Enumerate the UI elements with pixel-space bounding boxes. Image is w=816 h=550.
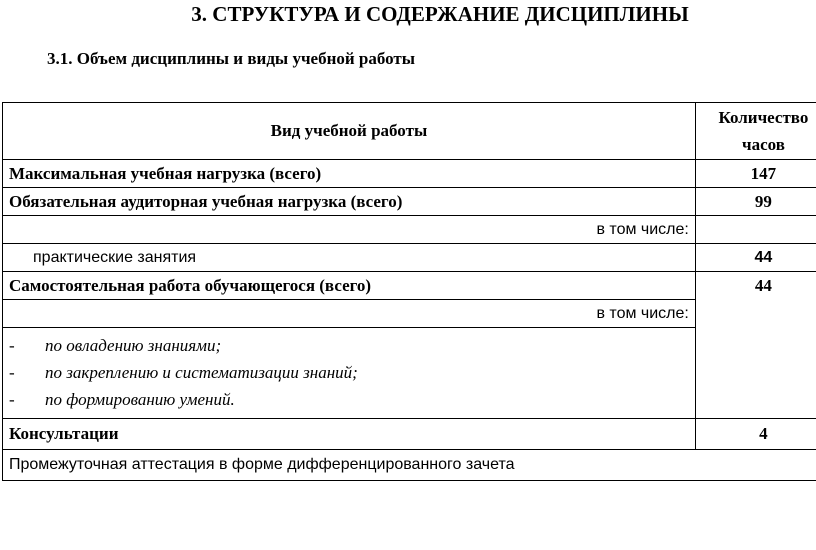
table-row [3,450,816,481]
row-including-hours [695,216,816,244]
list-dash: - [9,390,15,409]
row-including-label: в том числе: [3,216,696,244]
row-max-load-hours: 147 [695,160,816,188]
row-independent-breakdown [3,328,696,419]
independent-hours-value: 44 [754,276,772,295]
list-text: по формированию умений. [45,390,235,409]
list-text: по овладению знаниями; [45,336,222,355]
subsection-title: 3.1. Объем дисциплины и виды учебной работы [47,49,416,68]
table-row [3,188,816,216]
list-item [9,332,695,359]
row-consultations-label: Консультации [3,419,696,450]
list-item [9,386,695,413]
row-practical-label: практические занятия [3,244,696,272]
header-hours [695,103,816,160]
table-row [3,272,816,300]
list-dash: - [9,336,15,355]
table-row [3,328,816,419]
row-max-load-label: Максимальная учебная нагрузка (всего) [3,160,696,188]
table-row [3,160,816,188]
table-row [3,244,816,272]
row-independent-hours [695,272,816,419]
row-attestation: Промежуточная аттестация в форме дифференцированного зачета [3,450,816,481]
table-row [3,300,816,328]
row-independent-label: Самостоятельная работа обучающегося (всего) [3,272,696,300]
row-including-2-label: в том числе: [3,300,696,328]
table-row [3,419,816,450]
workload-table-container [2,102,816,482]
row-mandatory-hours: 99 [695,188,816,216]
row-consultations-hours: 4 [695,419,816,450]
section-title: 3. СТРУКТУРА И СОДЕРЖАНИЕ ДИСЦИПЛИНЫ [191,2,689,26]
list-dash: - [9,363,15,382]
header-hours-line2: часов [741,135,785,154]
table-row [3,216,816,244]
header-work-type: Вид учебной работы [3,103,696,160]
workload-table [2,102,816,481]
table-header-row [3,103,816,160]
header-hours-line1: Количество [718,108,809,127]
list-text: по закреплению и систематизации знаний; [45,363,358,382]
list-item [9,359,695,386]
row-mandatory-label: Обязательная аудиторная учебная нагрузка (всего) [3,188,696,216]
row-practical-hours: 44 [695,244,816,272]
